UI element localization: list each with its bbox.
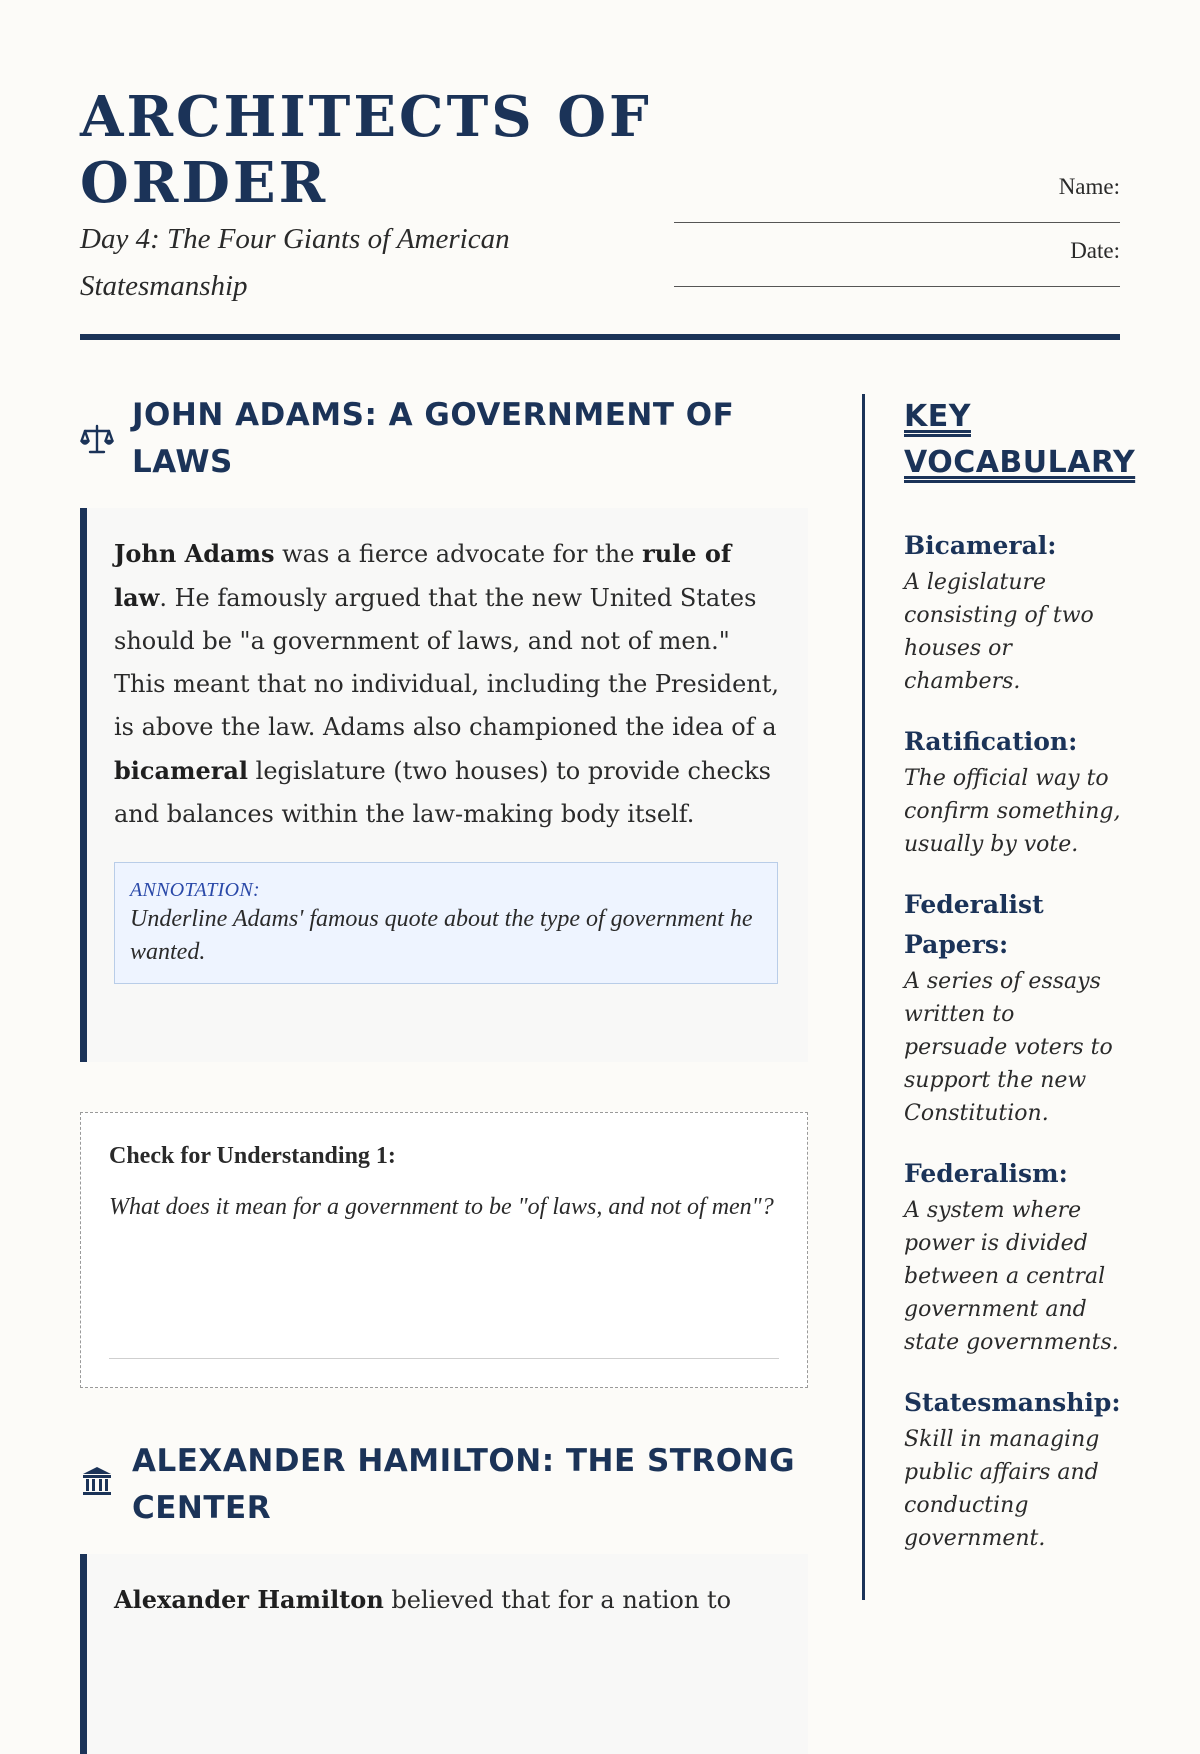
text-run: believed that for a nation to [383,1586,732,1614]
vocabulary-definition: A system where power is divided between a central government and state governments. [904,1198,1119,1355]
section-title: JOHN ADAMS: A GOVERNMENT OF LAWS [132,397,735,480]
main-column [80,392,808,1614]
date-label: Date: [1070,238,1120,263]
vocabulary-term: Federalism: [904,1159,1068,1188]
check-for-understanding-box [80,1112,808,1388]
vocabulary-term: Federalist Papers: [904,890,1044,959]
vocabulary-list [904,526,1124,1555]
vocabulary-term: Statesmanship: [904,1388,1121,1417]
annotation-text: Underline Adams' famous quote about the type of government he wanted. [130,906,753,965]
bold-term: Alexander Hamilton [114,1585,384,1614]
reading-block-adams [80,508,808,1062]
section-heading-adams [80,392,808,488]
student-info [674,174,1120,302]
bold-term: rule of law [114,539,732,612]
bold-term: John Adams [114,539,275,568]
name-label: Name: [1058,174,1120,199]
reading-block-hamilton [80,1554,808,1754]
answer-line[interactable] [109,1358,779,1359]
vocabulary-item [904,526,1124,698]
annotation-box [114,862,778,984]
worksheet-page [80,0,1136,1614]
name-field[interactable] [674,200,1120,223]
page-subtitle: Day 4: The Four Giants of American Statesmanship [80,223,510,302]
header-divider [80,334,1120,340]
vocabulary-term: Ratification: [904,727,1078,756]
section-title: ALEXANDER HAMILTON: THE STRONG CENTER [132,1443,796,1526]
page-title: ARCHITECTS OF ORDER [80,84,652,216]
vocabulary-term: Bicameral: [904,531,1057,560]
vocabulary-definition: The official way to confirm something, usually by vote. [904,766,1121,857]
vocabulary-item [904,1154,1124,1359]
date-field[interactable] [674,264,1120,287]
vocabulary-title: KEY VOCABULARY [904,399,1136,480]
vocabulary-item [904,885,1124,1130]
vocabulary-definition: A series of essays written to persuade voters to support the new Constitution. [904,969,1113,1126]
vocabulary-item [904,722,1124,861]
reading-text [114,1578,782,1622]
vocabulary-definition: A legislature consisting of two houses or chambers. [904,570,1094,694]
landmark-icon [80,1464,114,1498]
check-title: Check for Understanding 1: [109,1143,396,1169]
reading-text [114,532,782,836]
annotation-label: ANNOTATION: [130,879,260,901]
sidebar-divider [862,394,865,1600]
worksheet-header [80,84,1120,340]
scales-icon [80,422,114,456]
vocabulary-sidebar [904,394,1136,1579]
section-heading-hamilton [80,1438,808,1534]
check-question: What does it mean for a government to be "of laws, and not of men"? [109,1194,774,1220]
text-run: legislature (two houses) to provide checks and balances within the law-making body itself. [114,757,771,828]
text-run: . He famously argued that the new United States should be "a government of laws, and not of men." This meant that no individual, including the President, is above the law. Adams also championed the idea of a [114,584,780,741]
bold-term: bicameral [114,756,249,785]
text-run: was a fierce advocate for the [274,540,643,568]
vocabulary-definition: Skill in managing public affairs and conducting government. [904,1427,1100,1551]
vocabulary-item [904,1383,1124,1555]
